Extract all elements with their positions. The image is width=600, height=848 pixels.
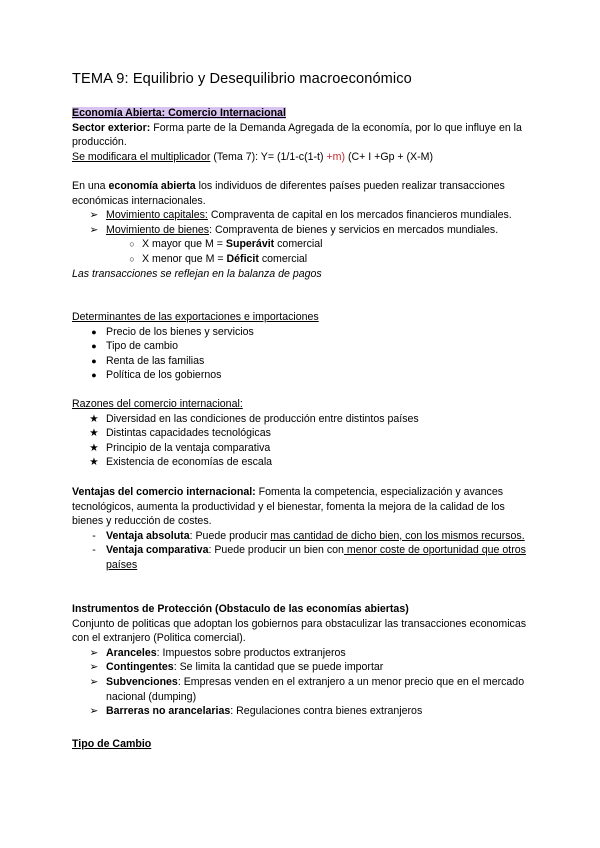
list-item-movimiento-capitales: ➢ Movimiento capitales: Compraventa de capital en los mercados financieros mundiales. xyxy=(72,208,532,223)
list-item: ● Tipo de cambio xyxy=(72,339,532,354)
bullet-icon: ● xyxy=(91,370,97,381)
list-item-superavit: ○ X mayor que M = Superávit comercial xyxy=(72,237,532,252)
section-heading-economia-abierta: Economía Abierta: Comercio Internacional xyxy=(72,107,286,119)
list-item-movimiento-bienes: ➢ Movimiento de bienes: Compraventa de bienes y servicios en mercados mundiales. xyxy=(72,223,532,238)
arrow-bullet-icon: ➢ xyxy=(89,661,99,674)
section-razones xyxy=(72,397,532,470)
circle-bullet-icon: ○ xyxy=(129,253,135,264)
bullet-icon: ● xyxy=(91,326,97,337)
list-item-deficit: ○ X menor que M = Déficit comercial xyxy=(72,252,532,267)
bullet-icon: ● xyxy=(91,341,97,352)
section-determinantes xyxy=(72,310,532,383)
instrumentos-paragraph: Conjunto de politicas que adoptan los gobiernos para obstaculizar las transacciones economicas con el extranjero (Politica comercial). xyxy=(72,617,527,645)
ventajas-paragraph: Ventajas del comercio internacional: Fomenta la competencia, especialización y avances tecnológicos, aumenta la productividad y el bienestar, fomenta la mejora de la calidad de los bienes y reducción de costes. xyxy=(72,486,505,528)
multiplicador-line: Se modificara el multiplicador (Tema 7): Y= (1/1-c(1-t) +m) (C+ I +Gp + (X-M) xyxy=(72,150,434,163)
dash-bullet-icon: - xyxy=(92,529,96,542)
section-instrumentos xyxy=(72,602,532,719)
arrow-bullet-icon: ➢ xyxy=(89,705,99,718)
section-ventajas xyxy=(72,485,532,573)
list-item-barreras: ➢ Barreras no arancelarias: Regulaciones contra bienes extranjeros xyxy=(72,704,532,719)
list-item-ventaja-comparativa: - Ventaja comparativa: Puede producir un bien con menor coste de oportunidad que otros países xyxy=(72,543,532,572)
arrow-bullet-icon: ➢ xyxy=(89,209,99,222)
list-item: ★ Distintas capacidades tecnológicas xyxy=(72,426,532,441)
list-item-aranceles: ➢ Aranceles: Impuestos sobre productos extranjeros xyxy=(72,646,532,661)
arrow-bullet-icon: ➢ xyxy=(89,223,99,236)
list-item: ★ Principio de la ventaja comparativa xyxy=(72,441,532,456)
section-economia-abierta-detalle xyxy=(72,179,532,281)
economia-abierta-intro: En una economía abierta los individuos de diferentes países pueden realizar transacciones económicas internacionales. xyxy=(72,180,505,207)
list-item: ★ Diversidad en las condiciones de producción entre distintos países xyxy=(72,412,532,427)
balanza-pagos-note: Las transacciones se reflejan en la balanza de pagos xyxy=(72,267,322,280)
section-heading-tipo-cambio: Tipo de Cambio xyxy=(72,738,152,750)
list-item-subvenciones: ➢ Subvenciones: Empresas venden en el extranjero a un menor precio que en el mercado nacional (dumping) xyxy=(72,675,532,704)
star-icon: ★ xyxy=(89,456,99,469)
page-title: TEMA 9: Equilibrio y Desequilibrio macroeconómico xyxy=(72,71,412,87)
section-heading-razones: Razones del comercio internacional: xyxy=(72,398,243,410)
section-heading-determinantes: Determinantes de las exportaciones e importaciones xyxy=(72,311,319,323)
arrow-bullet-icon: ➢ xyxy=(89,675,99,688)
bullet-icon: ● xyxy=(91,355,97,366)
star-icon: ★ xyxy=(89,427,99,440)
section-heading-instrumentos: Instrumentos de Protección (Obstaculo de las economías abiertas) xyxy=(72,603,409,615)
list-item: ★ Existencia de economías de escala xyxy=(72,455,532,470)
arrow-bullet-icon: ➢ xyxy=(89,646,99,659)
list-item: ● Precio de los bienes y servicios xyxy=(72,325,532,340)
list-item-contingentes: ➢ Contingentes: Se limita la cantidad que se puede importar xyxy=(72,660,532,675)
circle-bullet-icon: ○ xyxy=(129,239,135,250)
section-economia-abierta xyxy=(72,106,532,164)
star-icon: ★ xyxy=(89,441,99,454)
dash-bullet-icon: - xyxy=(92,544,96,557)
list-item: ● Política de los gobiernos xyxy=(72,368,532,383)
sector-exterior-paragraph: Sector exterior: Forma parte de la Demanda Agregada de la economía, por lo que influye en la producción. xyxy=(72,121,522,149)
list-item: ● Renta de las familias xyxy=(72,354,532,369)
list-item-ventaja-absoluta: - Ventaja absoluta: Puede producir mas cantidad de dicho bien, con los mismos recursos. xyxy=(72,529,532,544)
star-icon: ★ xyxy=(89,412,99,425)
